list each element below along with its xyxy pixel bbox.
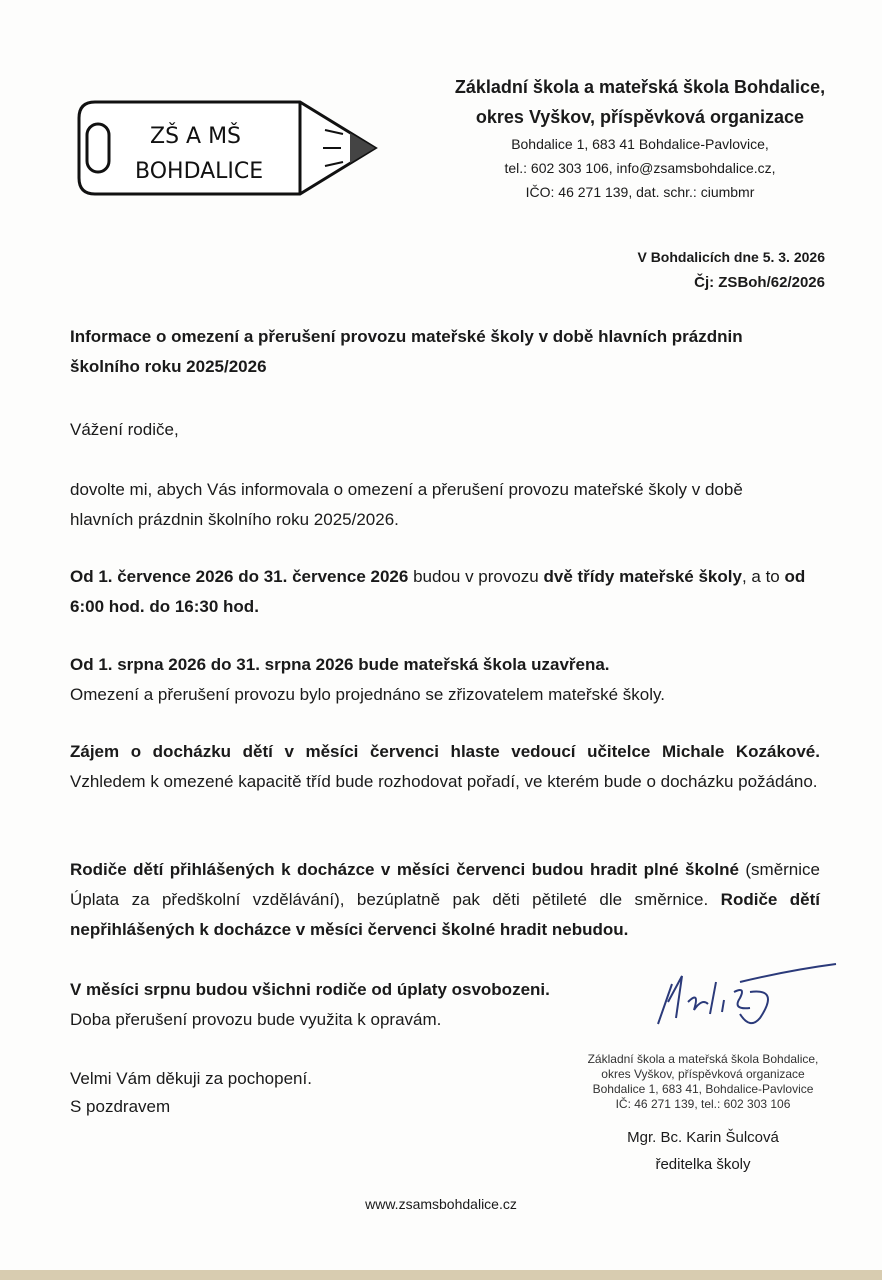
closing-regards: S pozdravem xyxy=(70,1097,171,1116)
july-paragraph xyxy=(70,562,820,622)
july-classes: dvě třídy mateřské školy xyxy=(543,567,742,586)
document-date: V Bohdalicích dne 5. 3. 2026 xyxy=(637,249,825,265)
logo-line2: BOHDALICE xyxy=(135,159,264,184)
intro-paragraph: dovolte mi, abych Vás informovala o omezení a přerušení provozu mateřské školy v době hlavních prázdnin školního roku 2025/2026. xyxy=(70,480,743,529)
logo-line1: ZŠ A MŠ xyxy=(150,124,242,149)
august-note: Omezení a přerušení provozu bylo projednáno se zřizovatelem mateřské školy. xyxy=(70,685,665,704)
fees-text: (směrnice Úplata za předškolní vzdělávání), bezúplatně pak děti pětileté dle směrnice. xyxy=(70,860,820,909)
handwritten-signature-icon xyxy=(650,962,840,1042)
document-ref: Čj: ZSBoh/62/2026 xyxy=(694,274,825,291)
fees-paragraph xyxy=(70,855,820,945)
pencil-logo-icon xyxy=(75,98,380,198)
school-contact: tel.: 602 303 106, info@zsamsbohdalice.cz, xyxy=(504,160,776,176)
fees-bold-2: Rodiče dětí nepřihlášených k docházce v měsíci červenci školné hradit nebudou. xyxy=(70,890,821,939)
stamp-line-3: Bohdalice 1, 683 41, Bohdalice-Pavlovice xyxy=(592,1082,814,1096)
interest-bold: Zájem o docházku dětí v měsíci červenci hlaste vedoucí učitelce Michale Kozákové. xyxy=(70,742,820,761)
footer-website: www.zsamsbohdalice.cz xyxy=(365,1196,517,1212)
signatory-name: Mgr. Bc. Karin Šulcová xyxy=(627,1129,779,1146)
fees-bold-1: Rodiče dětí přihlášených k docházce v měsíci červenci budou hradit plné školné xyxy=(70,860,739,879)
paper-edge xyxy=(0,1270,882,1280)
school-name-1: Základní škola a mateřská škola Bohdalice, xyxy=(454,77,826,97)
closing-thanks: Velmi Vám děkuji za pochopení. xyxy=(70,1069,312,1088)
stamp-line-2: okres Vyškov, příspěvková organizace xyxy=(601,1067,805,1081)
school-header xyxy=(440,72,840,204)
stamp-line-1: Základní škola a mateřská škola Bohdalice, xyxy=(587,1052,819,1066)
signature xyxy=(650,962,840,1047)
august-closure: Od 1. srpna 2026 do 31. srpna 2026 bude mateřská škola uzavřena. xyxy=(70,655,610,674)
signatory-role: ředitelka školy xyxy=(655,1156,751,1173)
school-stamp xyxy=(548,1052,858,1112)
school-name-2: okres Vyškov, příspěvková organizace xyxy=(475,107,805,127)
july-text-2: , a to xyxy=(741,567,785,586)
interest-text: Vzhledem k omezené kapacitě tříd bude rozhodovat pořadí, ve kterém bude o docházku požádáno. xyxy=(70,772,818,791)
signatory xyxy=(548,1124,858,1178)
school-address: Bohdalice 1, 683 41 Bohdalice-Pavlovice, xyxy=(511,136,769,152)
july-text: budou v provozu xyxy=(408,567,544,586)
july-hours: od 6:00 hod. do 16:30 hod. xyxy=(70,567,806,616)
document-meta xyxy=(637,244,825,296)
greeting: Vážení rodiče, xyxy=(70,420,179,439)
stamp-line-4: IČ: 46 271 139, tel.: 602 303 106 xyxy=(615,1097,791,1111)
school-logo xyxy=(75,98,380,203)
july-dates: Od 1. července 2026 do 31. července 2026 xyxy=(70,567,409,586)
document-title: Informace o omezení a přerušení provozu mateřské školy v době hlavních prázdnin školního roku 2025/2026 xyxy=(70,327,743,376)
august-paragraph xyxy=(70,650,820,710)
school-ids: IČO: 46 271 139, dat. schr.: ciumbmr xyxy=(525,184,755,200)
august-fees-bold: V měsíci srpnu budou všichni rodiče od úplaty osvobozeni. xyxy=(70,980,550,999)
august-fees-text: Doba přerušení provozu bude využita k opravám. xyxy=(70,1010,442,1029)
interest-paragraph xyxy=(70,737,820,797)
